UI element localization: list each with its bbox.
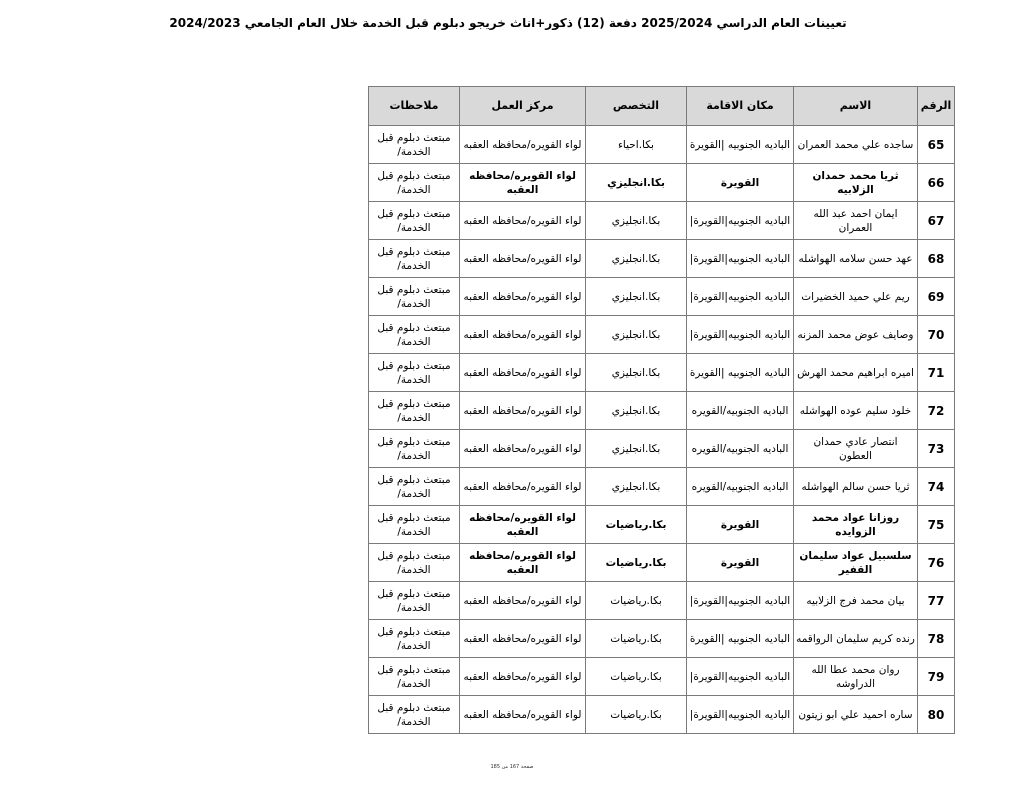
table-row [369, 468, 955, 506]
page-number-footer: صفحة 167 من 185 [490, 764, 534, 770]
cell-workplace: لواء القويره/محافظه العقبه [460, 544, 586, 582]
table-row [369, 316, 955, 354]
cell-name: ريم علي حميد الخضيرات [794, 278, 918, 316]
cell-name: ايمان احمد عبد الله العمران [794, 202, 918, 240]
cell-name: عهد حسن سلامه الهواشله [794, 240, 918, 278]
cell-residence: القويرة [687, 164, 794, 202]
cell-specialization: بكا.رياضيات [586, 696, 687, 734]
cell-notes: مبتعث دبلوم قبل الخدمة/ [369, 506, 460, 544]
cell-residence: الباديه الجنوبيه|القويرة| [687, 582, 794, 620]
header-workplace: مركز العمل [460, 87, 586, 126]
table-row [369, 658, 955, 696]
cell-number: 67 [918, 202, 955, 240]
cell-workplace: لواء القويره/محافظه العقبه [460, 620, 586, 658]
cell-residence: القويرة [687, 506, 794, 544]
cell-residence: الباديه الجنوبيه/القويره [687, 468, 794, 506]
cell-name: بيان محمد فرج الزلابيه [794, 582, 918, 620]
cell-specialization: بكا.رياضيات [586, 620, 687, 658]
cell-residence: الباديه الجنوبيه |القويرة [687, 620, 794, 658]
cell-number: 68 [918, 240, 955, 278]
cell-notes: مبتعث دبلوم قبل الخدمة/ [369, 354, 460, 392]
table-row [369, 278, 955, 316]
cell-workplace: لواء القويره/محافظه العقبه [460, 392, 586, 430]
cell-notes: مبتعث دبلوم قبل الخدمة/ [369, 582, 460, 620]
cell-name: رنده كريم سليمان الرواقمه [794, 620, 918, 658]
table-header-row [369, 87, 955, 126]
table-row [369, 696, 955, 734]
cell-number: 78 [918, 620, 955, 658]
cell-notes: مبتعث دبلوم قبل الخدمة/ [369, 164, 460, 202]
cell-number: 72 [918, 392, 955, 430]
cell-workplace: لواء القويره/محافظه العقبه [460, 582, 586, 620]
cell-specialization: بكا.احياء [586, 126, 687, 164]
cell-number: 71 [918, 354, 955, 392]
table-row [369, 164, 955, 202]
cell-residence: الباديه الجنوبيه/القويره [687, 392, 794, 430]
cell-name: ساره احميد علي ابو زيتون [794, 696, 918, 734]
cell-workplace: لواء القويره/محافظه العقبه [460, 164, 586, 202]
cell-specialization: بكا.رياضيات [586, 582, 687, 620]
table-row [369, 202, 955, 240]
cell-specialization: بكا.رياضيات [586, 544, 687, 582]
cell-specialization: بكا.رياضيات [586, 506, 687, 544]
cell-workplace: لواء القويره/محافظه العقبه [460, 354, 586, 392]
cell-notes: مبتعث دبلوم قبل الخدمة/ [369, 202, 460, 240]
table-row [369, 240, 955, 278]
cell-specialization: بكا.انجليزي [586, 468, 687, 506]
cell-number: 69 [918, 278, 955, 316]
cell-notes: مبتعث دبلوم قبل الخدمة/ [369, 468, 460, 506]
cell-number: 80 [918, 696, 955, 734]
cell-name: اميره ابراهيم محمد الهرش [794, 354, 918, 392]
cell-workplace: لواء القويره/محافظه العقبه [460, 430, 586, 468]
cell-workplace: لواء القويره/محافظه العقبه [460, 696, 586, 734]
cell-notes: مبتعث دبلوم قبل الخدمة/ [369, 620, 460, 658]
cell-notes: مبتعث دبلوم قبل الخدمة/ [369, 430, 460, 468]
cell-specialization: بكا.انجليزي [586, 278, 687, 316]
cell-residence: الباديه الجنوبيه|القويرة| [687, 202, 794, 240]
table-row [369, 126, 955, 164]
cell-workplace: لواء القويره/محافظه العقبه [460, 240, 586, 278]
assignments-table [368, 86, 955, 734]
cell-number: 73 [918, 430, 955, 468]
cell-number: 79 [918, 658, 955, 696]
cell-residence: الباديه الجنوبيه|القويرة| [687, 240, 794, 278]
header-residence: مكان الاقامة [687, 87, 794, 126]
table-row [369, 620, 955, 658]
cell-number: 75 [918, 506, 955, 544]
cell-name: خلود سليم عوده الهواشله [794, 392, 918, 430]
cell-residence: الباديه الجنوبيه |القويرة [687, 354, 794, 392]
cell-workplace: لواء القويره/محافظه العقبه [460, 506, 586, 544]
table-row [369, 544, 955, 582]
cell-number: 74 [918, 468, 955, 506]
cell-workplace: لواء القويره/محافظه العقبه [460, 126, 586, 164]
header-specialization: التخصص [586, 87, 687, 126]
cell-specialization: بكا.رياضيات [586, 658, 687, 696]
page-title: تعيينات العام الدراسي 2025/2024 دفعة (12) ذكور+اناث خريجو دبلوم قبل الخدمة خلال العام الجامعي 2024/2023 [169, 16, 847, 30]
cell-notes: مبتعث دبلوم قبل الخدمة/ [369, 658, 460, 696]
cell-name: ساجده علي محمد العمران [794, 126, 918, 164]
cell-specialization: بكا.انجليزي [586, 316, 687, 354]
table-row [369, 392, 955, 430]
cell-workplace: لواء القويره/محافظه العقبه [460, 468, 586, 506]
cell-residence: الباديه الجنوبيه|القويرة| [687, 658, 794, 696]
cell-name: وصايف عوض محمد المزنه [794, 316, 918, 354]
cell-notes: مبتعث دبلوم قبل الخدمة/ [369, 278, 460, 316]
cell-residence: الباديه الجنوبيه/القويره [687, 430, 794, 468]
table-row [369, 582, 955, 620]
cell-name: سلسبيل عواد سليمان القفير [794, 544, 918, 582]
cell-number: 65 [918, 126, 955, 164]
cell-workplace: لواء القويره/محافظه العقبه [460, 278, 586, 316]
cell-specialization: بكا.انجليزي [586, 354, 687, 392]
cell-name: روان محمد عطا الله الدراوشه [794, 658, 918, 696]
cell-notes: مبتعث دبلوم قبل الخدمة/ [369, 126, 460, 164]
table-row [369, 506, 955, 544]
cell-number: 66 [918, 164, 955, 202]
cell-notes: مبتعث دبلوم قبل الخدمة/ [369, 316, 460, 354]
cell-notes: مبتعث دبلوم قبل الخدمة/ [369, 544, 460, 582]
cell-residence: الباديه الجنوبيه |القويرة [687, 126, 794, 164]
cell-workplace: لواء القويره/محافظه العقبه [460, 316, 586, 354]
cell-workplace: لواء القويره/محافظه العقبه [460, 202, 586, 240]
cell-notes: مبتعث دبلوم قبل الخدمة/ [369, 240, 460, 278]
cell-name: انتصار عادي حمدان العطون [794, 430, 918, 468]
cell-residence: الباديه الجنوبيه|القويرة| [687, 278, 794, 316]
cell-residence: القويرة [687, 544, 794, 582]
cell-residence: الباديه الجنوبيه|القويرة| [687, 316, 794, 354]
header-name: الاسم [794, 87, 918, 126]
header-notes: ملاحظات [369, 87, 460, 126]
cell-specialization: بكا.انجليزي [586, 392, 687, 430]
cell-name: ثريا حسن سالم الهواشله [794, 468, 918, 506]
header-number: الرقم [918, 87, 955, 126]
cell-number: 70 [918, 316, 955, 354]
cell-name: روزانا عواد محمد الزوايده [794, 506, 918, 544]
cell-residence: الباديه الجنوبيه|القويرة| [687, 696, 794, 734]
cell-specialization: بكا.انجليزي [586, 240, 687, 278]
cell-workplace: لواء القويره/محافظه العقبه [460, 658, 586, 696]
cell-notes: مبتعث دبلوم قبل الخدمة/ [369, 392, 460, 430]
cell-specialization: بكا.انجليزي [586, 164, 687, 202]
cell-specialization: بكا.انجليزي [586, 202, 687, 240]
cell-number: 76 [918, 544, 955, 582]
cell-name: ثريا محمد حمدان الزلابيه [794, 164, 918, 202]
cell-number: 77 [918, 582, 955, 620]
table-row [369, 354, 955, 392]
cell-notes: مبتعث دبلوم قبل الخدمة/ [369, 696, 460, 734]
table-row [369, 430, 955, 468]
cell-specialization: بكا.انجليزي [586, 430, 687, 468]
